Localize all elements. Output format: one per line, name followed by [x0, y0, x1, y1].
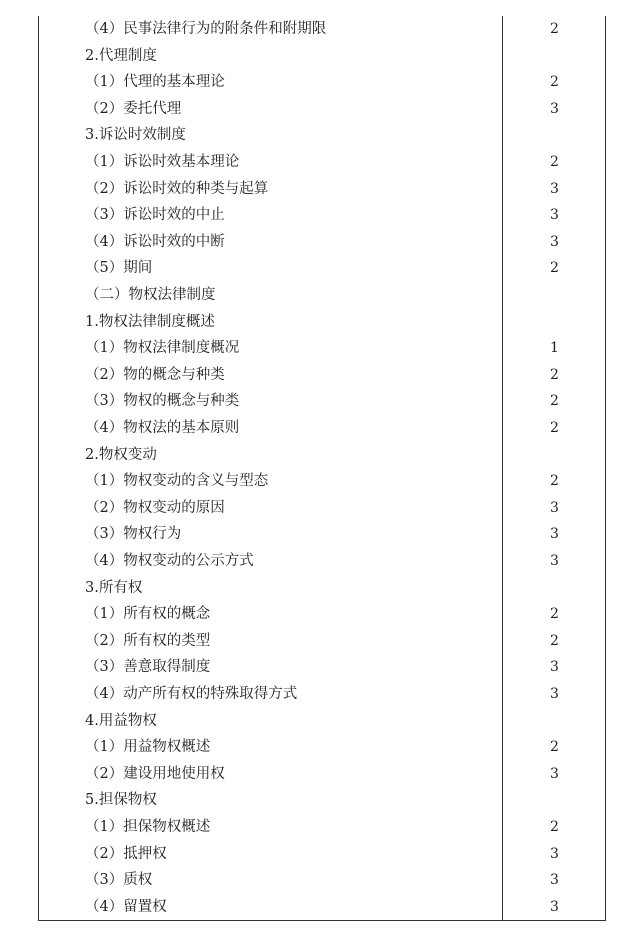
- topic-cell: （1）用益物权概述: [85, 739, 211, 756]
- topic-cell: （1）物权法律制度概况: [85, 340, 240, 357]
- table-row: [39, 867, 605, 894]
- table-row: [39, 708, 605, 735]
- section-heading: 2.代理制度: [85, 47, 157, 64]
- topic-cell: （5）期间: [85, 260, 153, 277]
- hours-cell: 3: [550, 100, 559, 117]
- section-heading: 2.物权变动: [85, 446, 157, 463]
- hours-cell: 3: [550, 898, 559, 915]
- table-row: [39, 628, 605, 655]
- table-row: [39, 362, 605, 389]
- hours-cell: 3: [550, 499, 559, 516]
- table-row: [39, 335, 605, 362]
- table-row: [39, 761, 605, 788]
- topic-cell: （3）物权的概念与种类: [85, 393, 240, 410]
- table-row: [39, 787, 605, 814]
- table-row: [39, 415, 605, 442]
- hours-cell: 2: [550, 154, 559, 170]
- table-row: [39, 282, 605, 309]
- topic-cell: （4）物权法的基本原则: [85, 420, 240, 436]
- hours-cell: 2: [550, 739, 559, 756]
- hours-cell: 1: [550, 340, 559, 357]
- table-row: [39, 814, 605, 841]
- topic-cell: （3）质权: [85, 872, 153, 889]
- hours-cell: 2: [550, 393, 559, 410]
- table-row: [39, 575, 605, 602]
- hours-cell: 3: [550, 180, 559, 197]
- table-row: [39, 122, 605, 149]
- section-heading: 1.物权法律制度概述: [85, 313, 215, 330]
- topic-cell: （2）诉讼时效的种类与起算: [85, 180, 269, 197]
- section-heading: 3.诉讼时效制度: [85, 127, 186, 144]
- hours-cell: 3: [550, 659, 559, 676]
- table-row: [39, 255, 605, 282]
- hours-cell: 2: [550, 21, 559, 37]
- hours-cell: 3: [550, 207, 559, 224]
- table-row: [39, 468, 605, 495]
- table-row: [39, 176, 605, 203]
- table-row: [39, 548, 605, 575]
- topic-cell: （4）诉讼时效的中断: [85, 233, 225, 250]
- hours-cell: 2: [550, 632, 559, 649]
- table-row: [39, 654, 605, 681]
- table-row: [39, 442, 605, 469]
- topic-cell: （2）物的概念与种类: [85, 366, 225, 383]
- topic-cell: （1）担保物权概述: [85, 819, 211, 835]
- table-row: [39, 601, 605, 628]
- topic-cell: （4）物权变动的公示方式: [85, 553, 254, 569]
- topic-cell: （1）代理的基本理论: [85, 74, 225, 91]
- table-row: [39, 841, 605, 868]
- topic-cell: （2）建设用地使用权: [85, 765, 225, 782]
- topic-cell: （4）民事法律行为的附条件和附期限: [85, 21, 327, 37]
- chapter-heading: （二）物权法律制度: [85, 287, 216, 303]
- hours-cell: 2: [550, 260, 559, 277]
- topic-cell: （3）物权行为: [85, 526, 182, 543]
- hours-cell: 2: [550, 74, 559, 91]
- hours-cell: 2: [550, 473, 559, 490]
- hours-cell: 3: [550, 872, 559, 889]
- topic-cell: （2）委托代理: [85, 100, 182, 117]
- table-row: [39, 96, 605, 123]
- topic-cell: （4）动产所有权的特殊取得方式: [85, 686, 298, 702]
- topic-cell: （2）抵押权: [85, 845, 167, 862]
- hours-cell: 3: [550, 845, 559, 862]
- hours-cell: 3: [550, 686, 559, 702]
- table-row: [39, 495, 605, 522]
- table-row: [39, 309, 605, 336]
- table-row: [39, 43, 605, 70]
- table-row: [39, 734, 605, 761]
- hours-cell: 3: [550, 765, 559, 782]
- hours-cell: 3: [550, 233, 559, 250]
- syllabus-table: [38, 16, 606, 921]
- table-row: [39, 894, 605, 921]
- topic-cell: （4）留置权: [85, 898, 167, 915]
- section-heading: 4.用益物权: [85, 712, 157, 729]
- hours-cell: 2: [550, 819, 559, 835]
- topic-cell: （1）物权变动的含义与型态: [85, 473, 269, 490]
- section-heading: 5.担保物权: [85, 792, 157, 809]
- hours-cell: 2: [550, 420, 559, 436]
- topic-cell: （2）物权变动的原因: [85, 499, 225, 516]
- hours-cell: 2: [550, 366, 559, 383]
- table-row: [39, 388, 605, 415]
- topic-cell: （1）诉讼时效基本理论: [85, 154, 240, 170]
- table-row: [39, 229, 605, 256]
- topic-cell: （2）所有权的类型: [85, 632, 211, 649]
- table-row: [39, 202, 605, 229]
- hours-cell: 3: [550, 553, 559, 569]
- table-row: [39, 521, 605, 548]
- hours-cell: 2: [550, 606, 559, 623]
- table-row: [39, 69, 605, 96]
- hours-cell: 3: [550, 526, 559, 543]
- table-row: [39, 681, 605, 708]
- topic-cell: （1）所有权的概念: [85, 606, 211, 623]
- section-heading: 3.所有权: [85, 579, 143, 596]
- topic-cell: （3）善意取得制度: [85, 659, 211, 676]
- table-row: [39, 16, 605, 43]
- topic-cell: （3）诉讼时效的中止: [85, 207, 225, 224]
- table-row: [39, 149, 605, 176]
